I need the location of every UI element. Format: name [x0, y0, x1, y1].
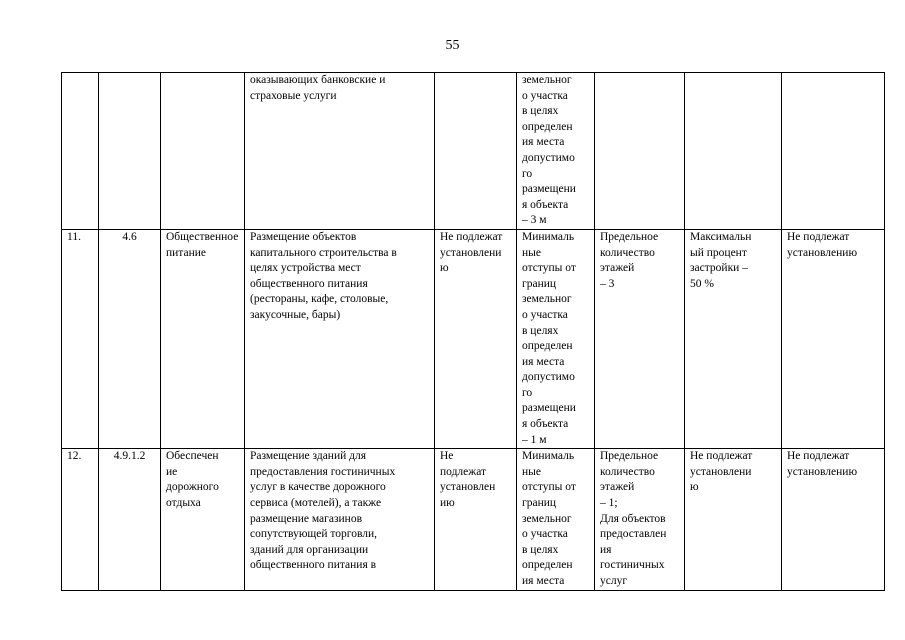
other-params-cell: Не подлежат установлению [782, 229, 885, 448]
coverage-cell: Не подлежат установлени ю [685, 449, 782, 590]
land-use-regulations-table [61, 72, 885, 591]
floors-limit-cell: Предельное количество этажей – 1; Для объектов предоставлен ия гостиничных услуг [595, 449, 685, 590]
row-number-cell [62, 73, 99, 230]
page-number: 55 [445, 38, 460, 53]
setback-cell: Минималь ные отступы от границ земельног о участка в целях определен ия места допустимо го размещени я объекта – 1 м [517, 229, 595, 448]
use-code-cell: 4.6 [99, 229, 161, 448]
table-row [62, 229, 885, 448]
use-description-cell: Размещение объектов капитального строительства в целях устройства мест общественного питания (рестораны, кафе, столовые, закусочные, бары) [245, 229, 435, 448]
floors-limit-cell [595, 73, 685, 230]
use-name-cell: Общественное питание [161, 229, 245, 448]
plot-size-cell [435, 73, 517, 230]
coverage-cell [685, 73, 782, 230]
setback-cell: Минималь ные отступы от границ земельног о участка в целях определен ия места [517, 449, 595, 590]
other-params-cell: Не подлежат установлению [782, 449, 885, 590]
floors-limit-cell: Предельное количество этажей – 3 [595, 229, 685, 448]
row-number-cell: 11. [62, 229, 99, 448]
setback-cell: земельног о участка в целях определен ия места допустимо го размещени я объекта – 3 м [517, 73, 595, 230]
coverage-cell: Максимальн ый процент застройки – 50 % [685, 229, 782, 448]
plot-size-cell: Не подлежат установлен ию [435, 449, 517, 590]
row-number-cell: 12. [62, 449, 99, 590]
use-name-cell: Обеспечен ие дорожного отдыха [161, 449, 245, 590]
use-description-cell: Размещение зданий для предоставления гостиничных услуг в качестве дорожного сервиса (мотелей), а также размещение магазинов сопутствующей торговли, зданий для организации общественного питания в [245, 449, 435, 590]
use-code-cell: 4.9.1.2 [99, 449, 161, 590]
table-row [62, 449, 885, 590]
use-name-cell [161, 73, 245, 230]
table-row [62, 73, 885, 230]
use-description-cell: оказывающих банковские и страховые услуги [245, 73, 435, 230]
other-params-cell [782, 73, 885, 230]
use-code-cell [99, 73, 161, 230]
plot-size-cell: Не подлежат установлени ю [435, 229, 517, 448]
